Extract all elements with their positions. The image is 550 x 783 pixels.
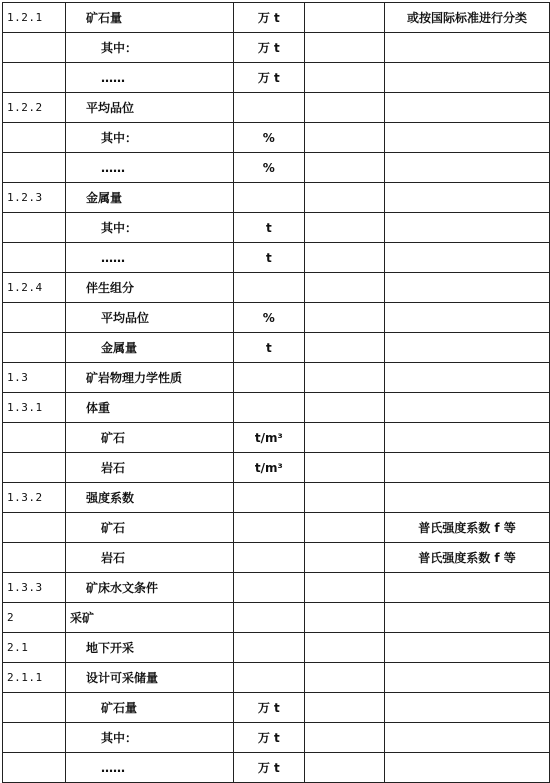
- row-note: [384, 123, 549, 153]
- row-unit: %: [233, 123, 304, 153]
- row-value: [304, 3, 384, 33]
- row-code: [3, 213, 66, 243]
- table-row: [3, 393, 550, 423]
- row-value: [304, 333, 384, 363]
- row-code: 1.3: [3, 363, 66, 393]
- row-code: 2: [3, 603, 66, 633]
- row-value: [304, 303, 384, 333]
- row-value: [304, 243, 384, 273]
- row-code: [3, 33, 66, 63]
- row-code: 1.3.3: [3, 573, 66, 603]
- table-row: [3, 363, 550, 393]
- table-row: [3, 663, 550, 693]
- row-value: [304, 363, 384, 393]
- row-code: [3, 63, 66, 93]
- row-code: 1.3.1: [3, 393, 66, 423]
- row-value: [304, 393, 384, 423]
- row-code: [3, 303, 66, 333]
- row-item: 平均品位: [65, 93, 233, 123]
- row-item: 伴生组分: [65, 273, 233, 303]
- row-item: ……: [65, 63, 233, 93]
- row-item: 其中：: [65, 723, 233, 753]
- table-row: [3, 513, 550, 543]
- row-item: 矿岩物理力学性质: [65, 363, 233, 393]
- row-item: 金属量: [65, 183, 233, 213]
- row-value: [304, 753, 384, 783]
- row-code: [3, 753, 66, 783]
- table-row: [3, 693, 550, 723]
- row-note: [384, 453, 549, 483]
- row-note: [384, 333, 549, 363]
- row-code: 2.1.1: [3, 663, 66, 693]
- row-value: [304, 633, 384, 663]
- row-item: 其中：: [65, 123, 233, 153]
- table-row: [3, 3, 550, 33]
- table-row: [3, 303, 550, 333]
- row-note: [384, 33, 549, 63]
- row-note: [384, 63, 549, 93]
- row-item: 矿石: [65, 423, 233, 453]
- row-code: 1.2.4: [3, 273, 66, 303]
- row-item: 地下开采: [65, 633, 233, 663]
- row-value: [304, 183, 384, 213]
- table-row: [3, 453, 550, 483]
- table-row: [3, 423, 550, 453]
- table-row: [3, 33, 550, 63]
- row-value: [304, 273, 384, 303]
- table-row: [3, 243, 550, 273]
- table-row: [3, 273, 550, 303]
- table-row: [3, 123, 550, 153]
- row-value: [304, 663, 384, 693]
- indicator-table: [2, 2, 550, 783]
- row-item: ……: [65, 243, 233, 273]
- row-unit: [233, 663, 304, 693]
- row-value: [304, 213, 384, 243]
- row-item: 平均品位: [65, 303, 233, 333]
- row-item: 岩石: [65, 543, 233, 573]
- table-row: [3, 213, 550, 243]
- row-note: [384, 213, 549, 243]
- table-row: [3, 633, 550, 663]
- row-code: [3, 453, 66, 483]
- row-unit: [233, 93, 304, 123]
- row-value: [304, 63, 384, 93]
- row-unit: [233, 363, 304, 393]
- row-item: 矿石量: [65, 693, 233, 723]
- row-item: 采矿: [65, 603, 233, 633]
- row-note: [384, 363, 549, 393]
- row-item: 其中：: [65, 33, 233, 63]
- row-unit: %: [233, 303, 304, 333]
- row-code: [3, 723, 66, 753]
- row-value: [304, 453, 384, 483]
- row-value: [304, 423, 384, 453]
- row-value: [304, 483, 384, 513]
- row-unit: 万 t: [233, 3, 304, 33]
- row-item: 矿床水文条件: [65, 573, 233, 603]
- row-code: [3, 543, 66, 573]
- row-note: [384, 723, 549, 753]
- row-code: 1.3.2: [3, 483, 66, 513]
- row-item: 设计可采储量: [65, 663, 233, 693]
- row-item: 其中：: [65, 213, 233, 243]
- row-code: [3, 423, 66, 453]
- row-code: 1.2.2: [3, 93, 66, 123]
- row-note: [384, 693, 549, 723]
- row-value: [304, 693, 384, 723]
- table-row: [3, 93, 550, 123]
- row-unit: [233, 273, 304, 303]
- row-unit: 万 t: [233, 33, 304, 63]
- row-note: [384, 573, 549, 603]
- row-unit: [233, 633, 304, 663]
- row-note: [384, 633, 549, 663]
- row-unit: [233, 543, 304, 573]
- row-unit: %: [233, 153, 304, 183]
- row-note: [384, 663, 549, 693]
- row-unit: t: [233, 243, 304, 273]
- row-note: [384, 603, 549, 633]
- row-unit: t: [233, 213, 304, 243]
- row-unit: 万 t: [233, 63, 304, 93]
- row-unit: [233, 513, 304, 543]
- row-note: [384, 183, 549, 213]
- row-note: [384, 303, 549, 333]
- table-row: [3, 333, 550, 363]
- row-item: 强度系数: [65, 483, 233, 513]
- row-value: [304, 513, 384, 543]
- row-unit: 万 t: [233, 723, 304, 753]
- row-item: 体重: [65, 393, 233, 423]
- row-value: [304, 603, 384, 633]
- row-unit: [233, 603, 304, 633]
- row-code: 1.2.3: [3, 183, 66, 213]
- row-unit: t: [233, 333, 304, 363]
- row-value: [304, 543, 384, 573]
- row-code: [3, 243, 66, 273]
- row-note: [384, 753, 549, 783]
- row-unit: [233, 393, 304, 423]
- row-code: [3, 693, 66, 723]
- row-unit: [233, 183, 304, 213]
- row-note: 或按国际标准进行分类: [384, 3, 549, 33]
- row-note: 普氏强度系数 f 等: [384, 513, 549, 543]
- row-note: [384, 153, 549, 183]
- row-code: [3, 513, 66, 543]
- table-row: [3, 543, 550, 573]
- table-row: [3, 63, 550, 93]
- row-unit: t/m³: [233, 453, 304, 483]
- row-note: [384, 423, 549, 453]
- row-note: [384, 93, 549, 123]
- row-item: ……: [65, 153, 233, 183]
- row-note: [384, 273, 549, 303]
- row-item: 金属量: [65, 333, 233, 363]
- row-note: [384, 483, 549, 513]
- row-unit: t/m³: [233, 423, 304, 453]
- table-row: [3, 183, 550, 213]
- row-value: [304, 153, 384, 183]
- row-code: 2.1: [3, 633, 66, 663]
- row-code: [3, 123, 66, 153]
- row-unit: [233, 483, 304, 513]
- row-value: [304, 573, 384, 603]
- row-value: [304, 123, 384, 153]
- row-note: [384, 243, 549, 273]
- row-value: [304, 93, 384, 123]
- table-row: [3, 573, 550, 603]
- table-row: [3, 753, 550, 783]
- table-row: [3, 723, 550, 753]
- row-code: [3, 333, 66, 363]
- row-unit: 万 t: [233, 693, 304, 723]
- row-item: 矿石量: [65, 3, 233, 33]
- row-item: 矿石: [65, 513, 233, 543]
- table-row: [3, 603, 550, 633]
- row-unit: 万 t: [233, 753, 304, 783]
- row-value: [304, 723, 384, 753]
- row-item: ……: [65, 753, 233, 783]
- table-row: [3, 483, 550, 513]
- row-note: 普氏强度系数 f 等: [384, 543, 549, 573]
- row-value: [304, 33, 384, 63]
- row-code: [3, 153, 66, 183]
- row-unit: [233, 573, 304, 603]
- row-item: 岩石: [65, 453, 233, 483]
- table-row: [3, 153, 550, 183]
- row-code: 1.2.1: [3, 3, 66, 33]
- row-note: [384, 393, 549, 423]
